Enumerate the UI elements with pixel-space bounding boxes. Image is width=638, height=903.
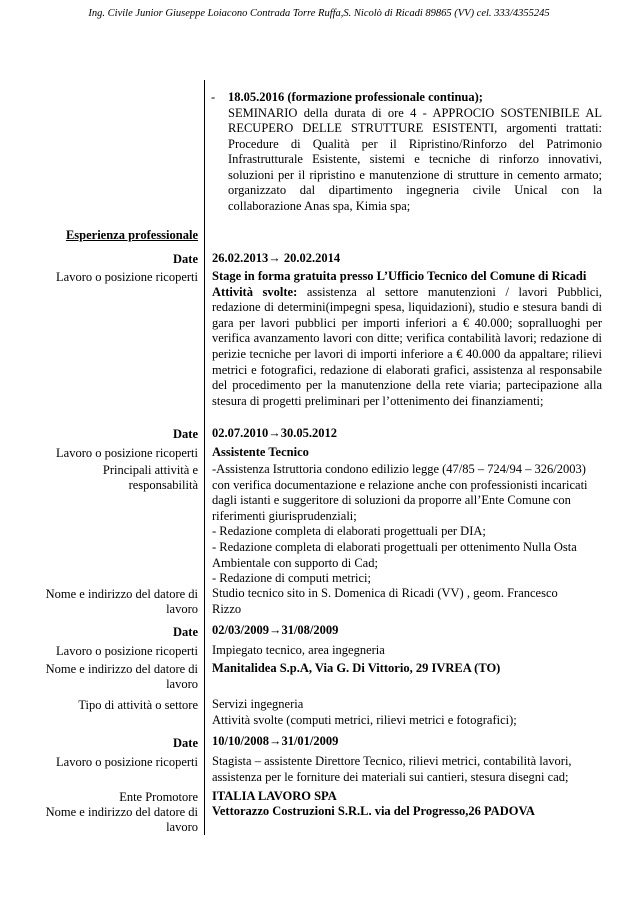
e2-date-range	[212, 426, 602, 442]
e1-date-range	[212, 251, 602, 267]
e3-sector-block	[212, 697, 602, 728]
e3-date-label: Date	[173, 625, 198, 639]
e1-activities: assistenza al settore manutenzioni / lavori Pubblici, redazione di determini(impegni spesa, liquidazioni), studio e stesura bandi di gara per lavori pubblici per importi inferiori a € 40.000; sopralluoghi per verifica avanzamento lavori con ditte; verifica contabilità lavori; redazione di perizie tecniche per lavori di importi inferiore a € 40.000 da appaltare; rilievi metrici e fotografici, redazione di elaborati grafici, assistenza al responsabile del procedimento per la manutenzione della rete viaria; partecipazione alla stesura di progetti preliminari per l’ottenimento dei finanziamenti;	[212, 284, 603, 408]
list-item: - Redazione completa di elaborati progettuali per DIA;	[212, 524, 486, 539]
e2-activities-label: Principali attività e responsabilità	[102, 463, 198, 492]
e4-date-to: 31/01/2009	[281, 734, 339, 748]
arrow-icon: →	[268, 426, 281, 440]
e1-role-label: Lavoro o posizione ricoperti	[56, 270, 198, 284]
e4-date-from: 10/10/2008	[212, 734, 269, 748]
e3-role: Impiegato tecnico, area ingegneria	[212, 643, 385, 657]
e2-activities	[212, 462, 597, 587]
e3-sector-label: Tipo di attività o settore	[78, 698, 198, 712]
e2-date-label: Date	[173, 427, 198, 441]
arrow-icon: →	[268, 623, 282, 637]
seminar-bullet: -	[211, 90, 216, 104]
arrow-icon: →	[268, 251, 281, 265]
e2-employer: Studio tecnico sito in S. Domenica di Ricadi (VV) , geom. Francesco Rizzo	[212, 586, 558, 616]
e4-employer-label: Nome e indirizzo del datore di lavoro	[45, 805, 198, 834]
e1-activities-label: Attività svolte:	[212, 284, 298, 299]
e1-role-block	[212, 269, 602, 409]
arrow-icon: →	[268, 734, 282, 748]
seminar-block	[228, 90, 602, 214]
seminar-text: SEMINARIO della durata di ore 4 - APPROCIO SOSTENIBILE AL RECUPERO DELLE STRUTTURE ESISTENTI, argomenti trattati: Procedure di Qualità per il Ripristino/Rinforzo del Patrimonio Infrastrutturale Esistente, sistemi e tecniche di rinforzo innovativi, soluzioni per il ripristino e manutenzione di strutture in cemento armato; organizzato dal dipartimento ingegneria civile Unical con la collaborazione Anas spa, Kimia spa;	[228, 105, 602, 213]
e4-date-range	[212, 734, 602, 750]
list-item: - Redazione di computi metrici;	[212, 571, 371, 586]
e3-date-from: 02/03/2009	[212, 623, 269, 637]
e3-date-range	[212, 623, 602, 639]
e3-employer-label: Nome e indirizzo del datore di lavoro	[45, 662, 198, 691]
e4-employer: Vettorazzo Costruzioni S.R.L. via del Progresso,26 PADOVA	[212, 804, 535, 818]
list-item: - Redazione completa di elaborati progettuali per ottenimento Nulla Osta Ambientale con supporto di Cad;	[212, 539, 577, 570]
e3-sector-detail: Attività svolte (computi metrici, rilievi metrici e fotografici);	[212, 712, 517, 727]
e2-date-to: 30.05.2012	[280, 426, 337, 440]
e4-role: Stagista – assistente Direttore Tecnico, rilievi metrici, contabilità lavori, assistenza per le forniture dei materiali sui cantieri, stesura disegni cad;	[212, 754, 572, 784]
e3-employer: Manitalidea S.p.A, Via G. Di Vittorio, 29 IVREA (TO)	[212, 661, 501, 675]
e3-sector: Servizi ingegneria	[212, 697, 304, 711]
e1-role: Stage in forma gratuita presso L’Ufficio Tecnico del Comune di Ricadi	[212, 269, 587, 283]
e2-role-label: Lavoro o posizione ricoperti	[56, 446, 198, 460]
section-title: Esperienza professionale	[65, 228, 198, 242]
e4-role-label: Lavoro o posizione ricoperti	[56, 755, 198, 769]
e1-date-label: Date	[173, 252, 198, 266]
e2-employer-label: Nome e indirizzo del datore di lavoro	[45, 587, 198, 616]
e4-promoter-label: Ente Promotore	[119, 790, 198, 804]
e1-date-from: 26.02.2013	[212, 251, 269, 265]
e1-date-to: 20.02.2014	[283, 251, 341, 265]
e3-date-to: 31/08/2009	[281, 623, 339, 637]
e4-date-label: Date	[173, 736, 198, 750]
list-item: -Assistenza Istruttoria condono edilizio legge (47/85 – 724/94 – 326/2003) con verifica documentazione e relazione anche con professionisti incaricati dagli istanti e suggeritore di soluzioni da proporre all’Ente Comune con riferimenti giurisprudenziali;	[212, 462, 588, 523]
e2-role: Assistente Tecnico	[212, 445, 309, 459]
e2-date-from: 02.07.2010	[212, 426, 269, 440]
page-header: Ing. Civile Junior Giuseppe Loiacono Contrada Torre Ruffa,S. Nicolò di Ricadi 89865 (VV) cel. 333/4355245	[88, 8, 550, 19]
seminar-date: 18.05.2016 (formazione professionale continua);	[228, 90, 483, 104]
column-divider	[204, 80, 205, 835]
e4-promoter: ITALIA LAVORO SPA	[212, 789, 337, 803]
e3-role-label: Lavoro o posizione ricoperti	[56, 644, 198, 658]
